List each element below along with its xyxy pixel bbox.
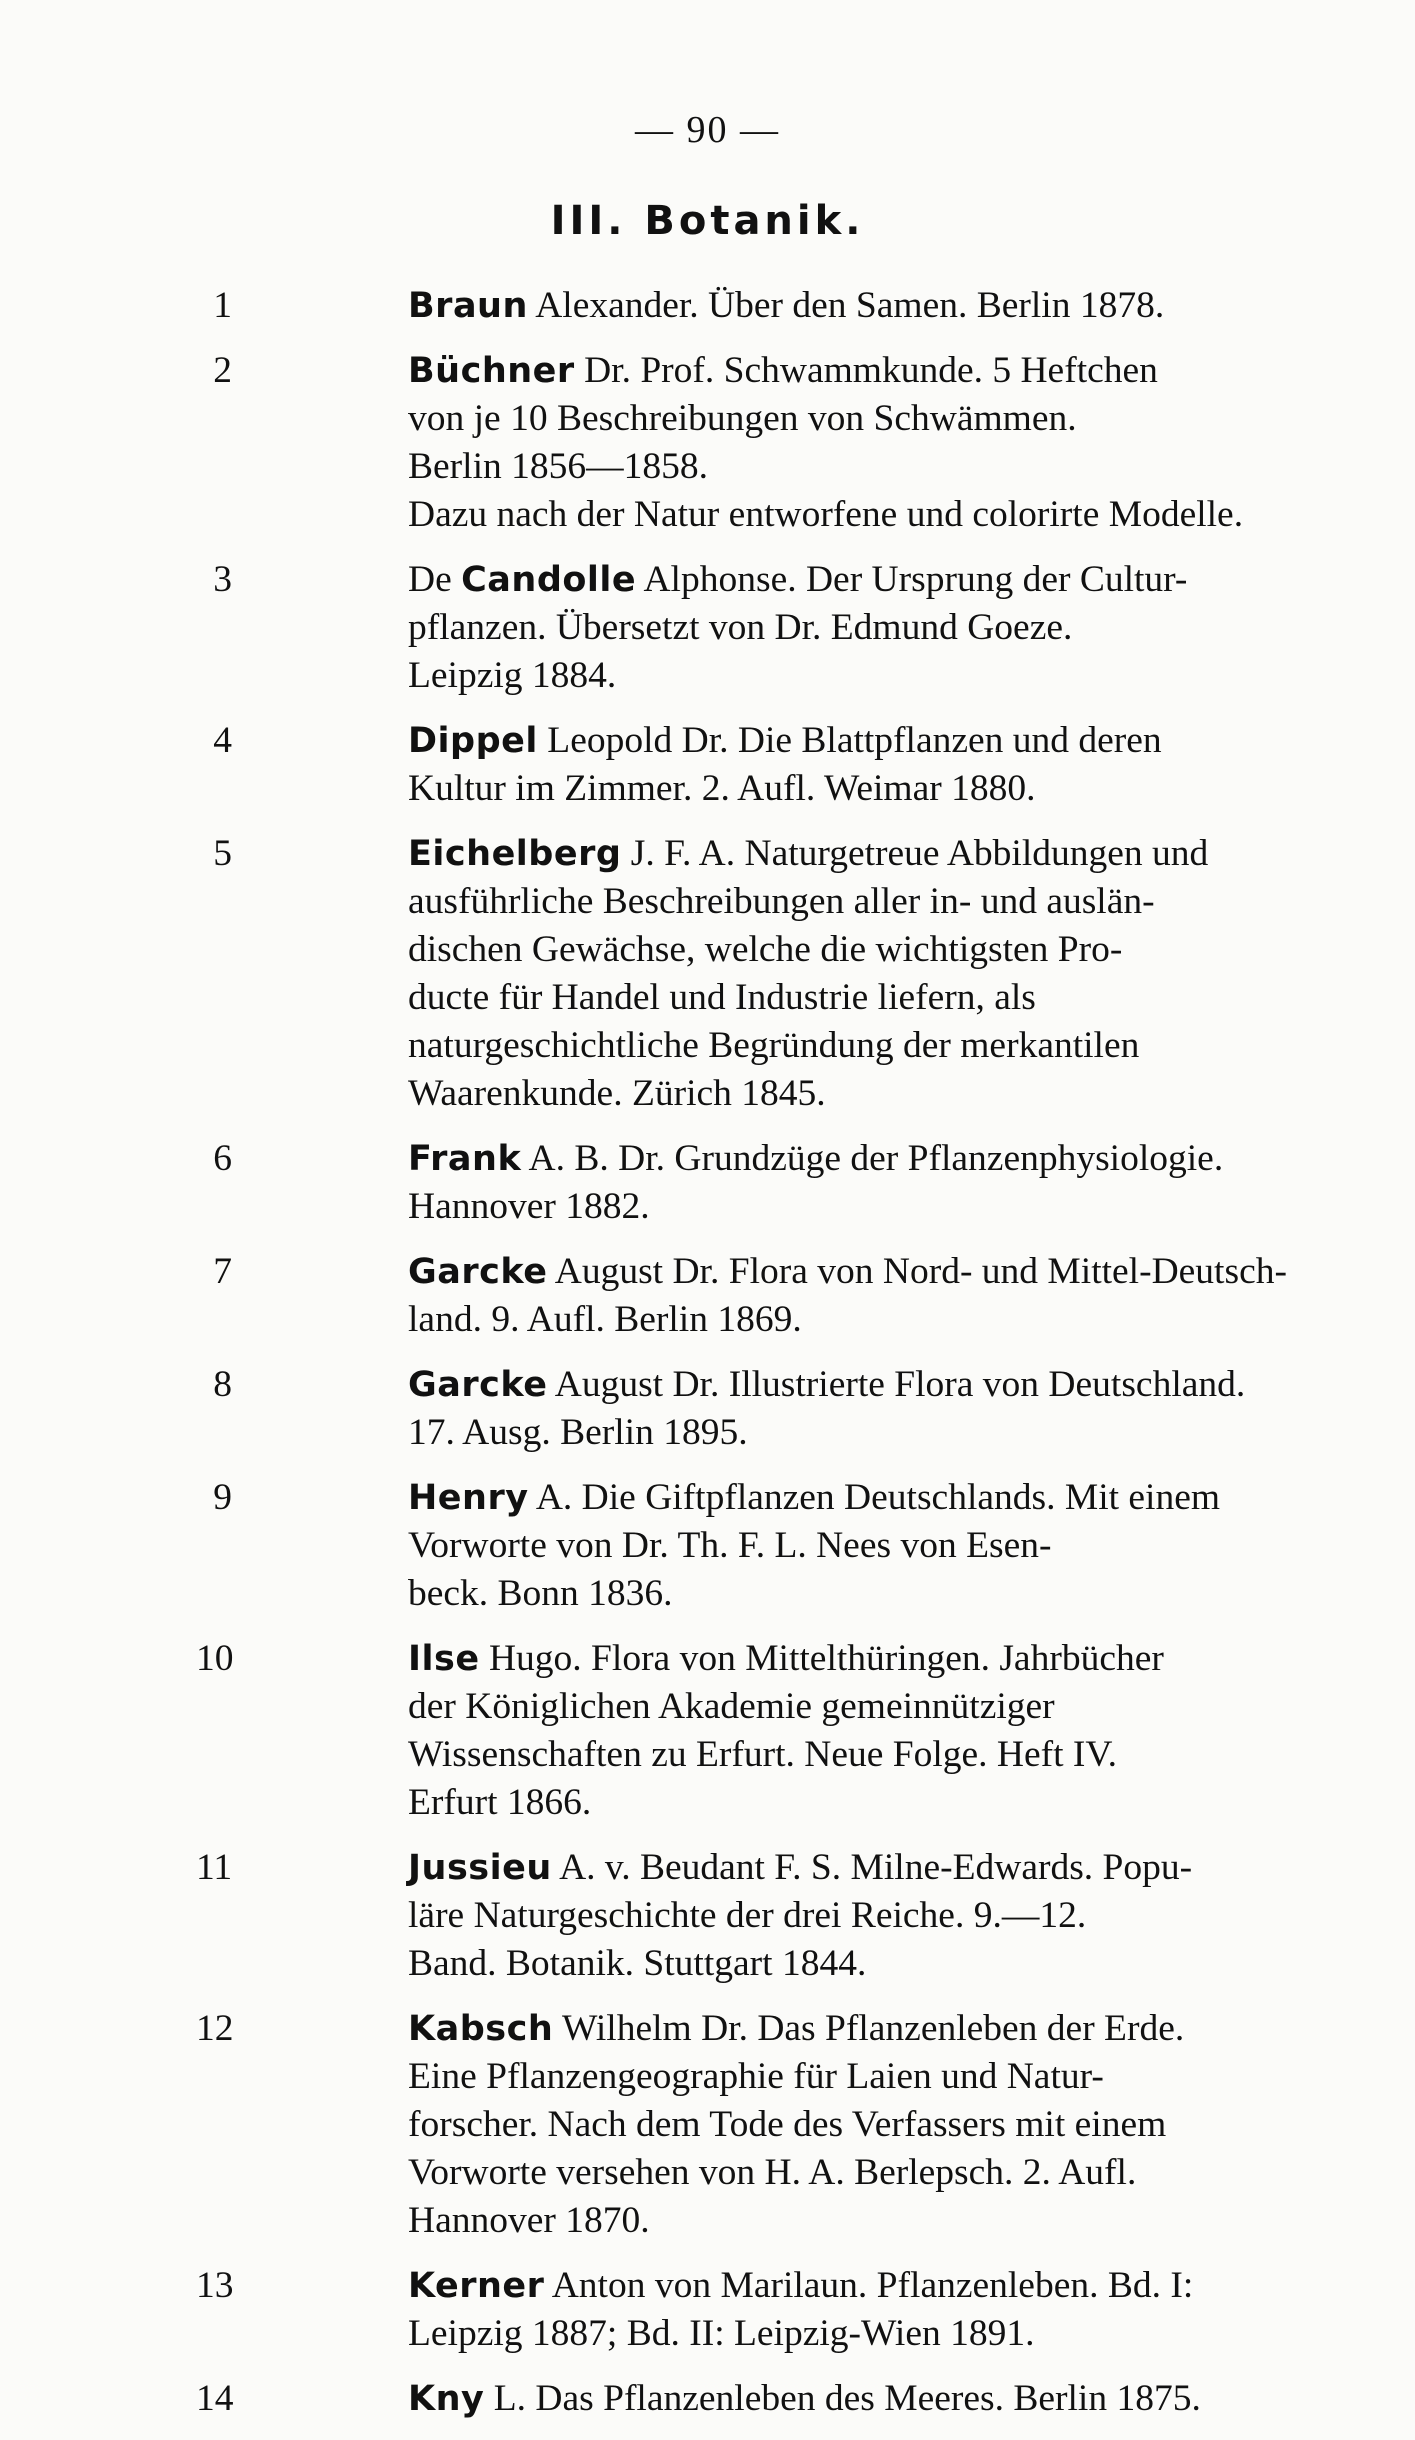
entry-line: dischen Gewächse, welche die wichtigsten Pro- [408, 929, 1123, 970]
entry-line: Waarenkunde. Zürich 1845. [408, 1073, 826, 1114]
bibliography-entry [196, 1361, 1376, 1457]
author-name: Dippel [408, 721, 538, 761]
entry-line: land. 9. Aufl. Berlin 1869. [408, 1299, 802, 1340]
entry-number: 12 [196, 2008, 234, 2049]
entry-line: ducte für Handel und Industrie liefern, als [408, 977, 1036, 1018]
author-name: Frank [408, 1139, 522, 1179]
entry-number: 10 [196, 1638, 234, 1679]
entry-line [240, 1135, 1376, 1183]
entry-line: forscher. Nach dem Tode des Verfassers mit einem [408, 2104, 1167, 2145]
entry-line: Leipzig 1884. [408, 655, 617, 696]
bibliography-entry [196, 1474, 1376, 1618]
author-name: Candolle [461, 560, 637, 600]
entry-line: beck. Bonn 1836. [408, 1573, 673, 1614]
entry-line: Eine Pflanzengeographie für Laien und Natur- [408, 2056, 1104, 2097]
author-name: Braun [408, 286, 528, 326]
entry-line-text: August Dr. Illustrierte Flora von Deutschland. [547, 1364, 1246, 1405]
entry-line-text: Anton von Marilaun. Pflanzenleben. Bd. I: [544, 2265, 1194, 2306]
entry-line: pflanzen. Übersetzt von Dr. Edmund Goeze. [408, 607, 1073, 648]
entry-line: ausführliche Beschreibungen aller in- und auslän- [408, 881, 1155, 922]
bibliography-entry [196, 1844, 1376, 1988]
author-name: Kny [408, 2379, 485, 2419]
entry-line-text: J. F. A. Naturgetreue Abbildungen und [621, 833, 1209, 874]
author-name: Eichelberg [408, 834, 622, 874]
entry-text [240, 2375, 1376, 2423]
author-name: Kerner [408, 2266, 545, 2306]
entry-line: der Königlichen Akademie gemeinnütziger [408, 1686, 1055, 1727]
entry-text [240, 1135, 1376, 1231]
entry-line: Vorworte von Dr. Th. F. L. Nees von Esen- [408, 1525, 1052, 1566]
entry-text [240, 1635, 1376, 1827]
entry-line [240, 347, 1376, 395]
entry-line-text: Dr. Prof. Schwammkunde. 5 Heftchen [574, 350, 1158, 391]
entry-line: läre Naturgeschichte der drei Reiche. 9.—12. [408, 1895, 1087, 1936]
bibliography-entry [196, 282, 1376, 330]
entry-line-text: August Dr. Flora von Nord- und Mittel-Deutsch- [547, 1251, 1287, 1292]
entry-number: 9 [213, 1477, 232, 1518]
entry-text [240, 2262, 1376, 2358]
entry-line [240, 2262, 1376, 2310]
entry-number: 13 [196, 2265, 234, 2306]
author-name: Henry [408, 1478, 529, 1518]
bibliography-entry [196, 717, 1376, 813]
bibliography-entry [196, 2262, 1376, 2358]
entry-line: von je 10 Beschreibungen von Schwämmen. [408, 398, 1077, 439]
entry-line-text: A. v. Beudant F. S. Milne-Edwards. Popu- [551, 1847, 1193, 1888]
author-name: Ilse [408, 1639, 480, 1679]
entry-line [240, 1248, 1376, 1296]
entry-line [240, 2375, 1376, 2423]
entry-text [240, 1474, 1376, 1618]
entry-line [240, 1844, 1376, 1892]
entry-line-text: Hugo. Flora von Mittelthüringen. Jahrbücher [479, 1638, 1164, 1679]
entry-line: Leipzig 1887; Bd. II: Leipzig-Wien 1891. [408, 2313, 1035, 2354]
author-name: Jussieu [408, 1848, 552, 1888]
bibliography-entry [196, 2005, 1376, 2245]
entry-number: 11 [196, 1847, 233, 1888]
entry-text [240, 1844, 1376, 1988]
entry-line [240, 1474, 1376, 1522]
entry-number: 1 [213, 285, 232, 326]
entry-line-text: A. Die Giftpflanzen Deutschlands. Mit einem [528, 1477, 1221, 1518]
entry-line-text: Leopold Dr. Die Blattpflanzen und deren [537, 720, 1162, 761]
entry-text [240, 1248, 1376, 1344]
bibliography-entry [196, 347, 1376, 539]
entry-text [240, 556, 1376, 700]
entry-number: 6 [213, 1138, 232, 1179]
bibliography-entry [196, 1248, 1376, 1344]
entry-text [240, 717, 1376, 813]
entry-number: 7 [213, 1251, 232, 1292]
bibliography-entry [196, 1635, 1376, 1827]
author-name: Garcke [408, 1365, 548, 1405]
entry-line [240, 556, 1376, 604]
entry-line: Erfurt 1866. [408, 1782, 592, 1823]
entry-line: Berlin 1856—1858. [408, 446, 708, 487]
entry-line: Band. Botanik. Stuttgart 1844. [408, 1943, 867, 1984]
entry-line [240, 717, 1376, 765]
entry-line-text: Alphonse. Der Ursprung der Cultur- [636, 559, 1188, 600]
entry-line: Dazu nach der Natur entworfene und colorirte Modelle. [408, 494, 1244, 535]
entry-number: 4 [213, 720, 232, 761]
bibliography-entry [196, 830, 1376, 1118]
entry-line-text: L. Das Pflanzenleben des Meeres. Berlin 1875. [484, 2378, 1201, 2419]
entry-text [240, 830, 1376, 1118]
bibliography-entry [196, 2375, 1376, 2423]
entry-line: Vorworte versehen von H. A. Berlepsch. 2. Aufl. [408, 2152, 1137, 2193]
entry-line: Wissenschaften zu Erfurt. Neue Folge. Heft IV. [408, 1734, 1118, 1775]
author-name: Büchner [408, 351, 575, 391]
entry-line [240, 830, 1376, 878]
entry-number: 8 [213, 1364, 232, 1405]
author-name: Garcke [408, 1252, 548, 1292]
entry-line-text: Wilhelm Dr. Das Pflanzenleben der Erde. [553, 2008, 1185, 2049]
entry-line [240, 282, 1376, 330]
author-prefix: De [408, 559, 462, 600]
entry-text [240, 347, 1376, 539]
section-title: III. Botanik. [550, 198, 865, 244]
entry-text [240, 2005, 1376, 2245]
entry-text [240, 1361, 1376, 1457]
entry-line [240, 2005, 1376, 2053]
entry-number: 14 [196, 2378, 234, 2419]
entry-number: 2 [213, 350, 232, 391]
bibliography-entry [196, 556, 1376, 700]
entry-text [240, 282, 1376, 330]
entry-line-text: Alexander. Über den Samen. Berlin 1878. [527, 285, 1165, 326]
entry-line: naturgeschichtliche Begründung der merkantilen [408, 1025, 1140, 1066]
entry-line [240, 1361, 1376, 1409]
page-number: — 90 — [635, 109, 780, 151]
entry-number: 3 [213, 559, 232, 600]
entry-number: 5 [213, 833, 232, 874]
entry-line: Hannover 1882. [408, 1186, 650, 1227]
entry-line: Kultur im Zimmer. 2. Aufl. Weimar 1880. [408, 768, 1036, 809]
entry-line-text: A. B. Dr. Grundzüge der Pflanzenphysiologie. [521, 1138, 1224, 1179]
bibliography-list [196, 282, 1376, 2440]
bibliography-entry [196, 1135, 1376, 1231]
entry-line: 17. Ausg. Berlin 1895. [408, 1412, 748, 1453]
entry-line: Hannover 1870. [408, 2200, 650, 2241]
author-name: Kabsch [408, 2009, 554, 2049]
entry-line [240, 1635, 1376, 1683]
